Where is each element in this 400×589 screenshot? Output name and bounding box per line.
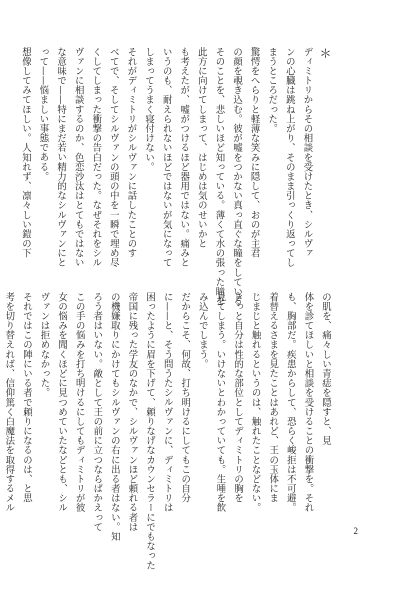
bottom-text-line-1: 体を診てほしいと相談を受けることの衝撃を。それ (302, 292, 314, 513)
top-text-line-17: 想像してみてほしい。人知れず、凛々しい鎧の下 (19, 47, 31, 258)
top-text-block (19, 47, 334, 306)
top-text-line-2: ンの心臓は跳ね上がり、そのまま引っくり返ってし (283, 47, 295, 268)
top-text-line-9: いうのも、耐えられないほどではないが気になって (160, 47, 172, 268)
top-text-line-14: ヴァンに相談するのか、色恋沙汰はとてもではない (72, 47, 84, 268)
bottom-text-line-12: の機嫌取りにかけてもシルヴァンの右に出る者はない。知 (108, 292, 120, 542)
bottom-text-line-3: 着替えるさまを見たことはあれど、王の玉体にま (267, 292, 279, 503)
bottom-text-line-13: ろう者はいない。敵として王の前に立つならばかえって (91, 292, 103, 532)
bottom-text-line-15: 女の悩みを聞くほどに見つめていたなどとも、シル (56, 292, 68, 513)
top-text-line-15: な意味で——特にまだ若い精力的なシルヴァンにと (55, 47, 67, 268)
bottom-text-line-2: も、胸部だ。疾患からして、恐らく峻拒は不可避。 (284, 292, 296, 513)
bottom-text-line-17: それではこの陣にいる者で頼りになるのは、と思 (20, 292, 32, 503)
top-text-line-5: の顔を覗き込む。彼が嘘をつかない真っ直ぐな瞳をしている (231, 47, 243, 306)
bottom-text-line-9: に——と、そう問うたシルヴァンに、ディミトリは (161, 292, 173, 513)
bottom-text-line-14: この手の悩みを打ち明けるにしてもディミトリが彼 (73, 292, 85, 513)
bottom-text-line-7: み込んでしまう。 (196, 292, 208, 369)
top-text-line-13: くしてしまった衝撃の告白だった。なぜそれをシル (90, 47, 102, 268)
page-number: 2 (353, 526, 358, 536)
top-text-line-6: そのことを、悲しいほど知っている。薄くて水の張った瞳を (213, 47, 225, 306)
section-break-marker: ＊ (318, 47, 332, 60)
top-text-line-4: 驚愕をへらりと軽薄な笑みに隠して、おのが主君 (248, 47, 260, 258)
bottom-text-line-8: だからこそ、何故、打ち明けるにしてもこの自分 (179, 292, 191, 503)
bottom-text-line-16: ヴァンは拒めなかった。 (38, 292, 50, 398)
bottom-text-line-10: 困ったように眉を下げて、頼りなげなカウンセラーにでもなった (144, 292, 156, 571)
top-text-line-16: って——悩ましい事態である。 (37, 47, 49, 182)
bottom-text-line-18: 考を切り替えれば、信仰篤く白魔法を取得するメル (3, 292, 15, 513)
top-text-lines (16, 47, 315, 306)
bottom-text-line-4: じまじと触れるというのは、触れたことなどない。 (249, 292, 261, 513)
top-text-line-8: も考えたが、嘘がつけるほど器用ではない。痛みと (178, 47, 190, 268)
bottom-text-line-5: きっと自分は性的な部位としてディミトリの胸を (232, 292, 244, 503)
top-text-line-11: それがディミトリがシルヴァンに話したことのす (125, 47, 137, 258)
top-text-line-12: べてで、そしてシルヴァンの頭の中を一瞬で埋め尽 (107, 47, 119, 268)
bottom-text-line-11: 帝国に残った学友のなかで、シルヴァンほど頼れる者は (126, 292, 138, 532)
top-text-line-10: しまってうまく寝付けない。 (143, 47, 155, 172)
bottom-text-lines (0, 292, 334, 571)
bottom-text-line-0: の肌を、痛々しい青痣を隠すと、見 (320, 292, 331, 446)
bottom-text-line-6: 見てしまう。いけないとわかっていても。生唾を飲 (214, 292, 226, 513)
top-text-line-7: 此方に向けてしまって、はじめは気のせいかと (195, 47, 207, 249)
bottom-text-block (3, 292, 334, 571)
top-text-line-1: ディミトリからその相談を受けたとき、シルヴァ (301, 47, 313, 258)
top-text-line-3: まうところだった。 (266, 47, 278, 134)
